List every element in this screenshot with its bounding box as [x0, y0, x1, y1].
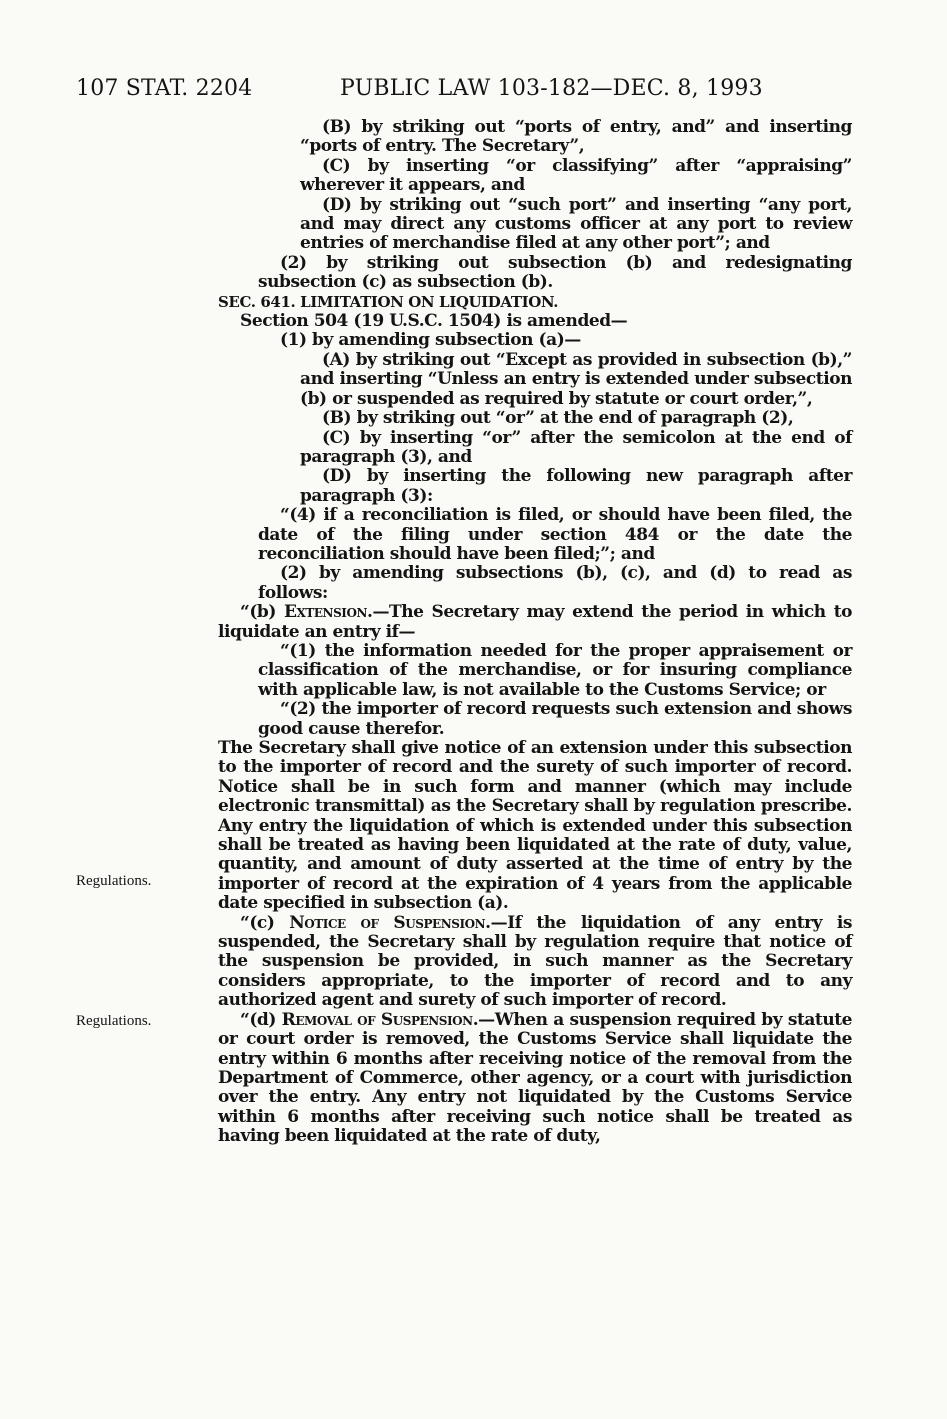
extension-item-1: “(1) the information needed for the proper appraisement or classification of the merchandise, or for insuring compliance with applicable law, is not available to the Customs Service; or: [258, 640, 852, 700]
subsection-b-text: The Secretary may extend the period in which to liquidate an entry if—: [218, 602, 852, 642]
subsection-c-text: If the liquidation of any entry is suspended, the Secretary shall by regulation require that notice of the suspension be provided, in such manner as the Secretary considers appropriate, to the importer of record and to any authorized agent and surety of such importer of record.: [218, 912, 852, 1011]
paragraph-4-reconciliation: “(4) if a reconciliation is filed, or should have been filed, the date of the filing under section 484 or the date the reconciliation should have been filed;”; and: [258, 505, 852, 564]
running-header: PUBLIC LAW 103-182—DEC. 8, 1993: [340, 76, 763, 101]
paragraph-2-strike-subsection: (2) by striking out subsection (b) and redesignating subsection (c) as subsection (b).: [258, 252, 852, 293]
extension-item-2: “(2) the importer of record requests such extension and shows good cause therefor.: [258, 699, 852, 739]
subsection-d-prefix: “(d): [240, 1009, 282, 1030]
subsection-c-prefix: “(c): [240, 912, 290, 933]
extension-notice-paragraph: The Secretary shall give notice of an extension under this subsection to the importer of record and the surety of such importer of record. Notice shall be in such form and manner (which may include electronic transmittal) as the Secretary shall by regulation prescribe. Any entry the liquidation of which is extended under this subsection shall be treated as having been liquidated at the rate of duty, value, quantity, and amount of duty asserted at the time of entry by the importer of record at the expiration of 4 years from the applicable date specified in subsection (a).: [218, 738, 852, 914]
subsection-d-removal: [218, 1011, 852, 1147]
paragraph-1-amend-a: (1) by amending subsection (a)—: [280, 330, 581, 351]
section-heading: SEC. 641. LIMITATION ON LIQUIDATION.: [218, 292, 559, 311]
subsection-d-dash: .—: [472, 1009, 495, 1030]
clause-c-classifying: (C) by inserting “or classifying” after “appraising” wherever it appears, and: [300, 155, 852, 196]
statute-text: [218, 118, 852, 1147]
clause-d-any-port: (D) by striking out “such port” and inserting “any port, and may direct any customs officer at any port to review entries of merchandise filed at any other port”; and: [300, 194, 852, 254]
subsection-c-title: Notice of Suspension: [289, 912, 486, 933]
page-stat-number: 107 STAT. 2204: [76, 76, 253, 101]
clause-c-semicolon: (C) by inserting “or” after the semicolon at the end of paragraph (3), and: [300, 427, 852, 467]
subsection-c-dash: .—: [485, 912, 508, 933]
subsection-b-prefix: “(b): [240, 602, 285, 623]
subsection-b-dash: .—: [366, 602, 390, 623]
clause-a-except: (A) by striking out “Except as provided in subsection (b),” and inserting “Unless an entry is extended under subsection (b) or suspended as required by statute or court order,”,: [300, 349, 852, 409]
subsection-b-title: Extension: [284, 602, 367, 623]
subsection-d-title: Removal of Suspension: [281, 1009, 473, 1030]
subsection-d-text: When a suspension required by statute or court order is removed, the Customs Service shall liquidate the entry within 6 months after receiving notice of the removal from the Department of Commerce, other agency, or a court with jurisdiction over the entry. Any entry not liquidated by the Customs Service within 6 months after receiving such notice shall be treated as having been liquidated at the rate of duty,: [218, 1009, 852, 1147]
clause-b-ports: (B) by striking out “ports of entry, and” and inserting “ports of entry. The Secretary”,: [300, 117, 852, 157]
subsection-c-notice: [218, 914, 852, 1011]
margin-note-regulations: Regulations.: [76, 1013, 152, 1029]
subsection-b-extension: [218, 603, 852, 642]
clause-b-or: (B) by striking out “or” at the end of paragraph (2),: [322, 408, 794, 429]
section-intro: Section 504 (19 U.S.C. 1504) is amended—: [240, 311, 628, 332]
clause-d-new-paragraph: (D) by inserting the following new paragraph after paragraph (3):: [300, 466, 852, 506]
paragraph-2-amend-bcd: (2) by amending subsections (b), (c), and (d) to read as follows:: [258, 563, 852, 603]
margin-note-regulations: Regulations.: [76, 873, 152, 889]
